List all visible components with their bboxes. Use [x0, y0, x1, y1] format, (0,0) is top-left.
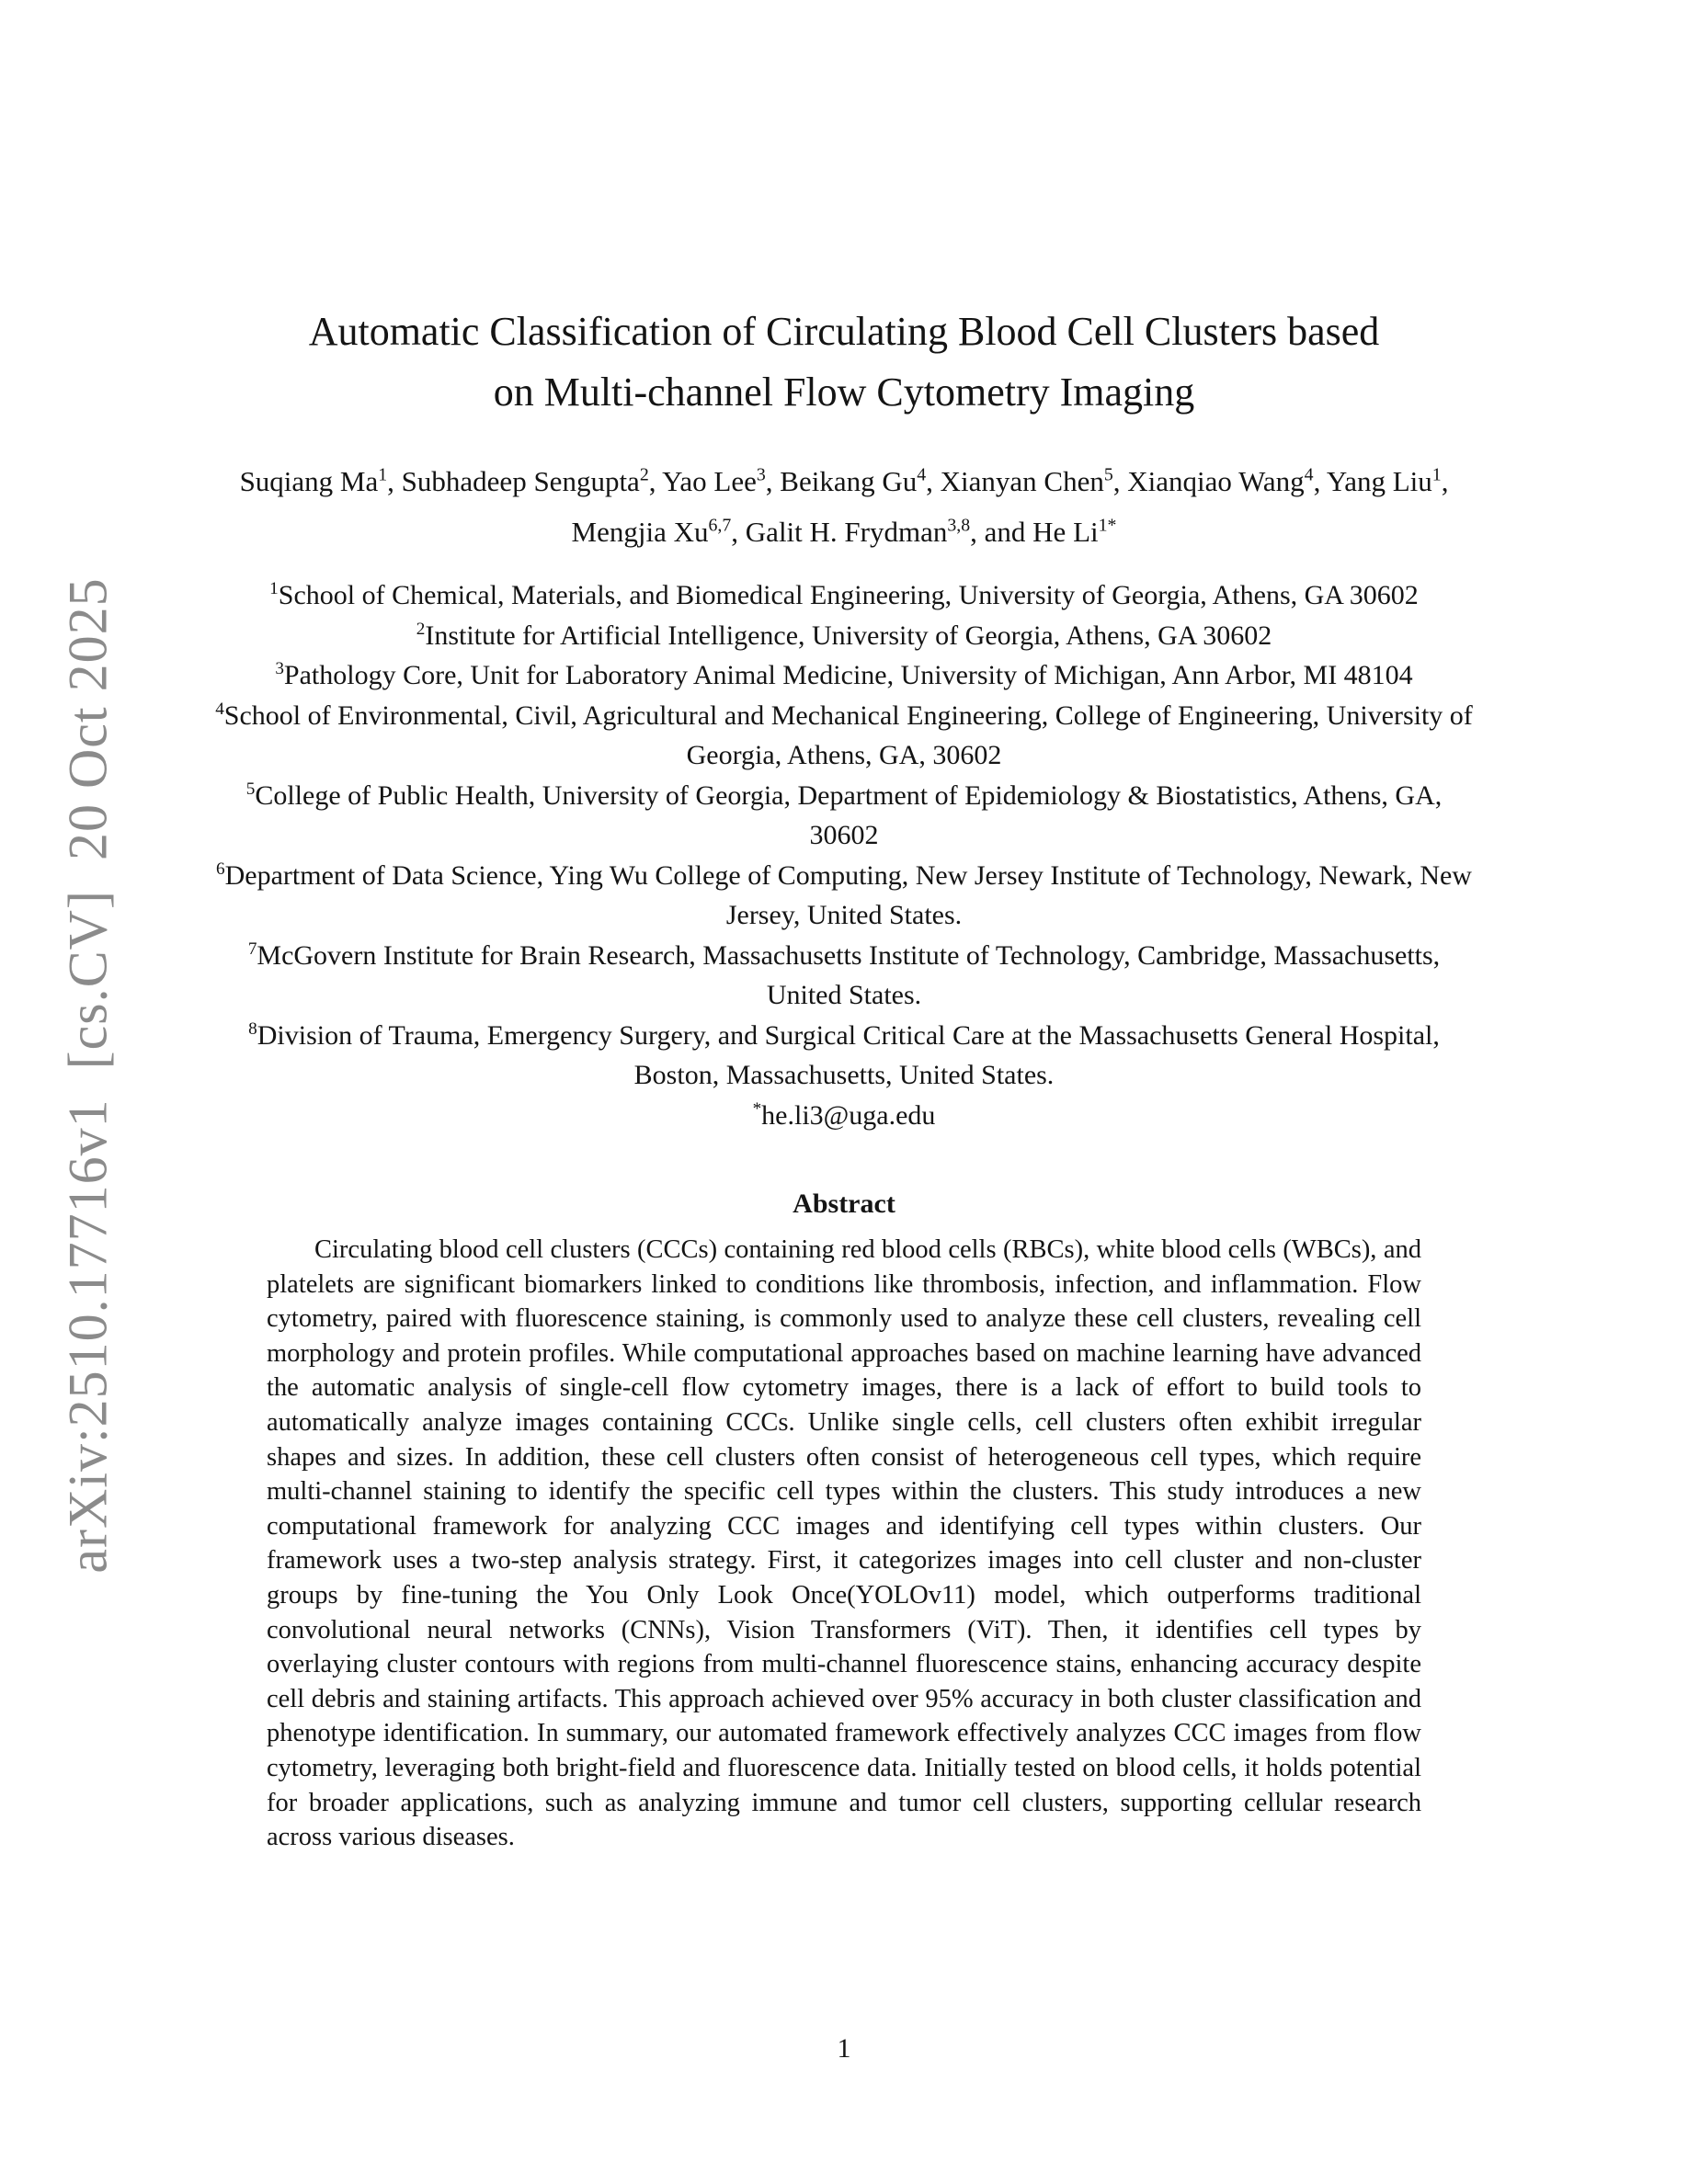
abstract-text: Circulating blood cell clusters (CCCs) containing red blood cells (RBCs), white blood cells (WBCs), and platelets are significant biomarkers linked to conditions like thrombosis, infection, and inflammation. Flow cytometry, paired with fluorescence staining, is commonly used to analyze these cell clusters, revealing cell morphology and protein profiles. While computational approaches based on machine learning have advanced the automatic analysis of single-cell flow cytometry images, there is a lack of effort to build tools to automatically analyze images containing CCCs. Unlike single cells, cell clusters often exhibit irregular shapes and sizes. In addition, these cell clusters often consist of heterogeneous cell types, which require multi-channel staining to identify the specific cell types within the clusters. This study introduces a new computational framework for analyzing CCC images and identifying cell types within clusters. Our framework uses a two-step analysis strategy. First, it categorizes images into cell cluster and non-cluster groups by fine-tuning the You Only Look Once(YOLOv11) model, which outperforms traditional convolutional neural networks (CNNs), Vision Transformers (ViT). Then, it identifies cell types by overlaying cluster contours with regions from multi-channel fluorescence stains, enhancing accuracy despite cell debris and staining artifacts. This approach achieved over 95% accuracy in both cluster classification and phenotype identification. In summary, our automated framework effectively analyzes CCC images from flow cytometry, leveraging both bright-field and fluorescence data. Initially tested on blood cells, it holds potential for broader applications, such as analyzing immune and tumor cell clusters, supporting cellular research across various diseases.	[267, 1235, 1421, 1852]
affiliation-1: $^1$School of Chemical, Materials, and Biomedical Engineering, University of Georgia, Athens, GA 30602	[269, 579, 1419, 610]
affiliation-4: $^4$School of Environmental, Civil, Agricultural and Mechanical Engineering, College of Engineering, University of Georgia, Athens, GA, 30602	[215, 699, 1473, 770]
affiliation-5: $^5$College of Public Health, University of Georgia, Department of Epidemiology & Biostatistics, Athens, GA, 30602	[245, 779, 1443, 850]
author: , Xianqiao Wang$^4$	[1112, 464, 1314, 497]
author: , Xianyan Chen$^5$	[926, 464, 1113, 497]
contact-email: *he.li3@uga.edu	[752, 1098, 936, 1131]
affiliation-2: $^2$Institute for Artificial Intelligence, University of Georgia, Athens, GA 30602	[416, 619, 1272, 651]
author-list	[210, 456, 1478, 557]
affiliation-list	[210, 575, 1478, 1135]
affiliation-8: $^8$Division of Trauma, Emergency Surgery, and Surgical Critical Care at the Massachusetts General Hospital, Boston, Massachusetts, United States.	[248, 1018, 1440, 1090]
author: , Subhadeep Sengupta$^2$	[387, 464, 649, 497]
affiliation-6: $^6$Department of Data Science, Ying Wu College of Computing, New Jersey Institute of Technology, Newark, New Jersey, United States.	[216, 859, 1472, 930]
abstract-heading: Abstract	[793, 1189, 895, 1219]
author: , and He $Li^{1*}$	[970, 515, 1117, 548]
affiliation-7: $^7$McGovern Institute for Brain Research, Massachusetts Institute of Technology, Cambridge, Massachusetts, United States.	[247, 938, 1441, 1010]
paper-title-line1: Automatic Classification of Circulating Blood Cell Clusters based	[308, 309, 1380, 354]
affiliation-3: $^3$Pathology Core, Unit for Laboratory Animal Medicine, University of Michigan, Ann Arbor, MI 48104	[275, 659, 1413, 690]
paper-title	[210, 0, 1478, 423]
author: , Beikang Gu$^4$	[765, 464, 927, 497]
arxiv-watermark: arXiv:2510.17716v1 [cs.CV] 20 Oct 2025	[57, 577, 119, 1574]
author: , Galit H. Frydman$^{3,8}$	[731, 515, 971, 548]
page-number: 1	[837, 2033, 851, 2064]
paper-title-line2: on Multi-channel Flow Cytometry Imaging	[493, 370, 1195, 415]
author: , Yang Liu$^1$	[1313, 464, 1442, 497]
paper-content	[210, 0, 1478, 1855]
author: Suqiang Ma$^1$	[239, 464, 388, 497]
author: , Mengjia Xu$^{6,7}$	[571, 465, 1449, 548]
author: , Yao Lee$^3$	[648, 464, 766, 497]
